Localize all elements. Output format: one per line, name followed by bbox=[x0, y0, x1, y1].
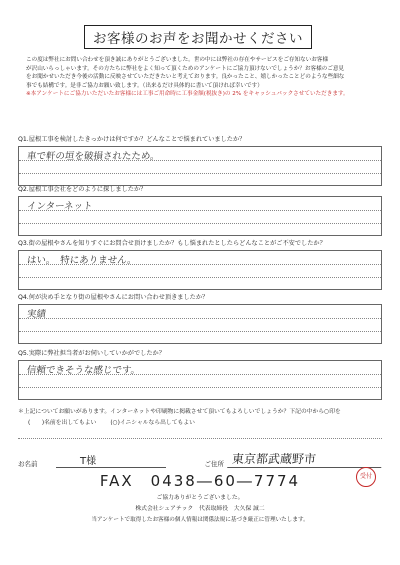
answer-box[interactable] bbox=[18, 360, 382, 400]
customer-info-row bbox=[18, 448, 382, 468]
question-label: Q5.実際に弊社担当者がお伺いしていかがでしたか？ bbox=[18, 350, 165, 357]
answer-box[interactable] bbox=[18, 146, 382, 186]
question-5 bbox=[18, 350, 382, 400]
name-field[interactable]: T様 bbox=[56, 452, 166, 468]
question-4 bbox=[18, 294, 382, 344]
option-full-name[interactable] bbox=[28, 419, 96, 428]
option-label: イニシャルなら出してもよい bbox=[119, 420, 195, 426]
handwritten-answer: インターネット bbox=[26, 201, 94, 212]
intro-text bbox=[26, 56, 382, 99]
option-label: 名前を出してもよい bbox=[44, 420, 97, 426]
intro-line: をお聞かせいただき今後の活動に反映させていただきたいと考えております。良かったこと、嬉しかったことどのような些細な bbox=[26, 74, 345, 81]
privacy-note: 当アンケートで取得したお客様の個人情報は関係法規に基づき厳正に管理いたします。 bbox=[91, 517, 309, 523]
intro-line: が沢山いらっしゃいます。その方たちに弊社をよく知って頂くためのアンケートにご協力頂けないでしょうか？お客様のご意見 bbox=[26, 65, 345, 72]
answer-box[interactable] bbox=[18, 304, 382, 344]
handwritten-answer: はい。 特にありません。 bbox=[26, 255, 138, 266]
consent-text: ＊上記についてお願いがあります。インターネットや印刷物に掲載させて頂いてもよろしいでしょうか？下記の中から○印を bbox=[18, 409, 341, 415]
answer-box[interactable] bbox=[18, 196, 382, 236]
option-mark-selected: (○) bbox=[110, 420, 120, 426]
fax-number: FAX 0438―60―7774 bbox=[99, 472, 301, 490]
page-title: お客様のお声をお聞かせください bbox=[84, 25, 312, 49]
question-3 bbox=[18, 240, 382, 290]
question-label: Q4.何が決め手となり街の屋根やさんにお問い合わせ頂きましたか？ bbox=[18, 294, 209, 301]
question-label: Q1.屋根工事を検討したきっかけは何ですか？どんなことで悩まれていましたか？ bbox=[18, 136, 246, 143]
handwritten-answer: 実績 bbox=[26, 309, 47, 320]
question-1 bbox=[18, 136, 382, 186]
question-2 bbox=[18, 186, 382, 236]
intro-line: 事でも結構です。是非ご協力お願い致します。（出来るだけ具体的に書いて頂ければ幸いです） bbox=[26, 82, 263, 89]
received-stamp-icon: 受付 bbox=[356, 467, 376, 487]
address-field[interactable]: 東京都武蔵野市 bbox=[227, 450, 383, 468]
cashback-note: ※本アンケートにご協力いただいたお客様には工事ご用命時に工事金額(税抜き)の 2% をキャッシュバックさせていただきます。 bbox=[26, 91, 349, 98]
option-initials[interactable] bbox=[110, 419, 195, 428]
question-label: Q3.街の屋根やさんを知りすぐにお問合せ頂けましたか？もし悩まれたとしたらどんなことがご不安でしたか？ bbox=[18, 240, 326, 247]
handwritten-answer: 車で軒の垣を破損されたため。 bbox=[26, 151, 161, 162]
thanks-text: ご協力ありがとうございました。 bbox=[156, 495, 244, 501]
intro-line: この度は弊社にお問い合わせを頂き誠にありがとうございました。世の中には弊社の存在やサービスをご存知ないお客様 bbox=[26, 57, 329, 63]
option-mark: ( ) bbox=[28, 420, 45, 426]
company-line: 株式会社シェアテック 代表取締役 大久保 誠二 bbox=[135, 506, 265, 512]
handwritten-answer: 信頼できそうな感じです。 bbox=[26, 365, 141, 376]
name-label: お名前 bbox=[18, 460, 38, 468]
address-label: ご住所 bbox=[204, 460, 224, 468]
publication-consent bbox=[18, 408, 382, 428]
question-label: Q2.屋根工事会社をどのように探しましたか？ bbox=[18, 186, 147, 193]
answer-box[interactable] bbox=[18, 250, 382, 290]
